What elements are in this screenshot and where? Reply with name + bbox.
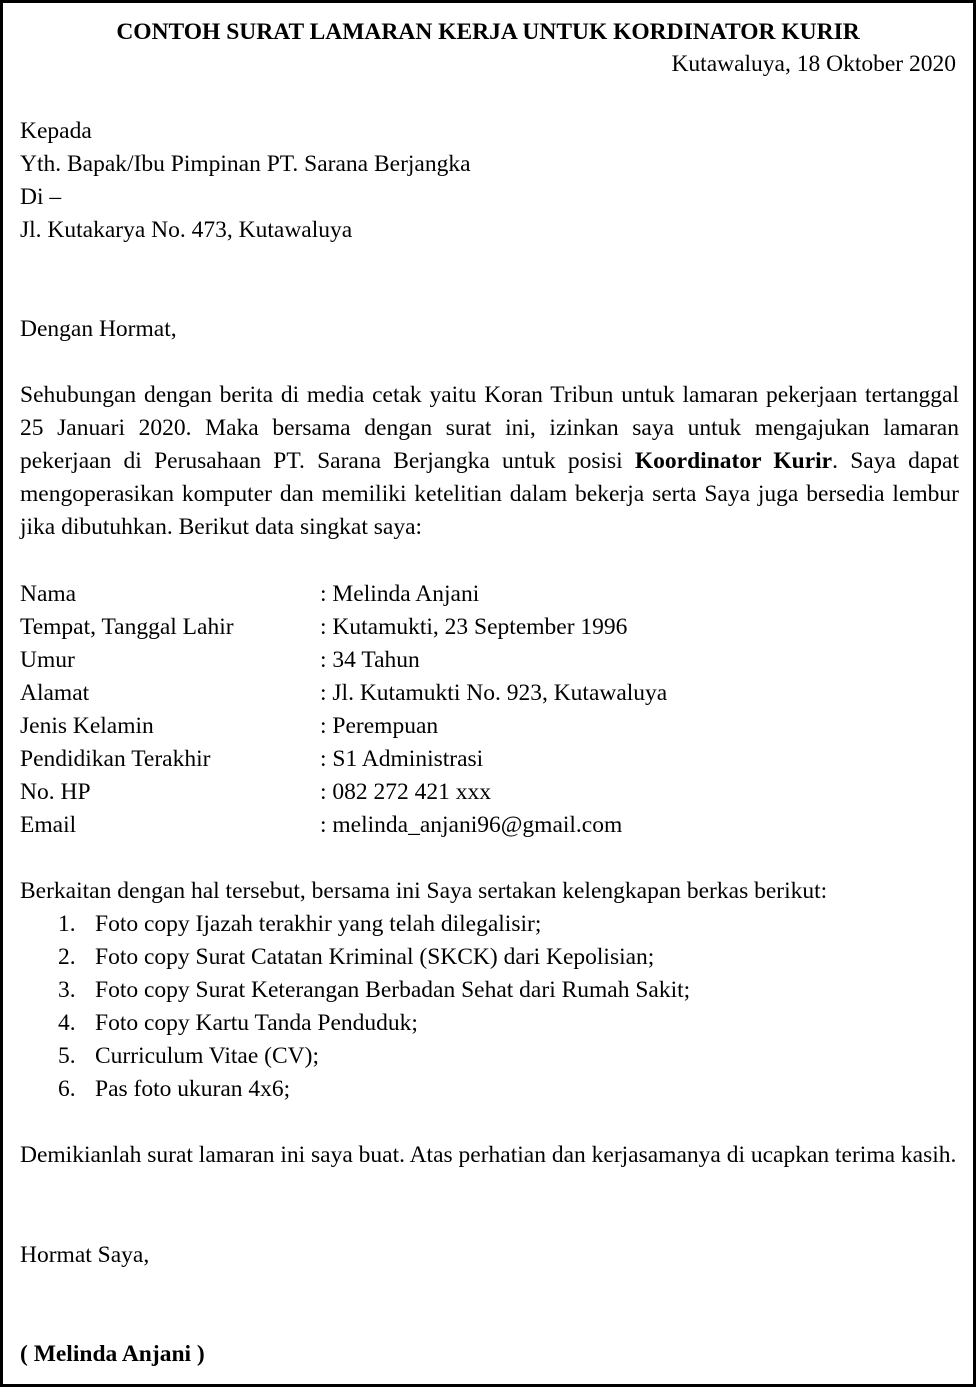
greeting: Dengan Hormat, (20, 316, 177, 342)
data-label: No. HP (20, 779, 91, 805)
list-number: 2. (58, 944, 76, 970)
data-label: Jenis Kelamin (20, 713, 154, 739)
data-value: : S1 Administrasi (320, 746, 484, 772)
sign-off: Hormat Saya, (20, 1242, 150, 1268)
data-value: : Melinda Anjani (320, 581, 480, 607)
list-item (20, 974, 959, 1007)
list-number: 6. (58, 1076, 76, 1102)
data-value: : 082 272 421 xxx (320, 779, 492, 805)
data-value: : Jl. Kutamukti No. 923, Kutawaluya (320, 680, 668, 706)
recipient-line-2: Yth. Bapak/Ibu Pimpinan PT. Sarana Berjangka (20, 151, 471, 177)
data-row (20, 809, 959, 842)
data-label: Nama (20, 581, 77, 607)
list-text: Foto copy Surat Catatan Kriminal (SKCK) dari Kepolisian; (95, 944, 655, 970)
recipient-address: Jl. Kutakarya No. 473, Kutawaluya (20, 217, 353, 243)
list-item (20, 908, 959, 941)
data-label: Pendidikan Terakhir (20, 746, 211, 772)
list-text: Foto copy Kartu Tanda Penduduk; (95, 1010, 418, 1036)
attachments-intro: Berkaitan dengan hal tersebut, bersama ini Saya sertakan kelengkapan berkas berikut: (20, 878, 828, 904)
data-value: : 34 Tahun (320, 647, 420, 673)
list-text: Curriculum Vitae (CV); (95, 1043, 319, 1069)
data-row (20, 578, 959, 611)
letter-date: Kutawaluya, 18 Oktober 2020 (671, 51, 956, 77)
list-item (20, 1073, 959, 1106)
intro-paragraph (20, 379, 959, 544)
intro-text-start: Sehubungan dengan berita di media cetak yaitu Koran Tribun untuk lamaran pekerjaan tertanggal 25 Januari 2020. Maka bersama dengan surat ini, izinkan saya untuk mengajukan lamaran pekerjaan di Perusahaan PT. Sarana Berjangka untuk posisi (20, 382, 959, 474)
data-row (20, 677, 959, 710)
list-number: 1. (58, 911, 76, 937)
list-text: Foto copy Surat Keterangan Berbadan Sehat dari Rumah Sakit; (95, 977, 691, 1003)
closing-paragraph: Demikianlah surat lamaran ini saya buat. Atas perhatian dan kerjasamanya di ucapkan terima kasih. (20, 1142, 957, 1168)
recipient-line-3: Di – (20, 184, 62, 210)
list-item (20, 1040, 959, 1073)
list-text: Pas foto ukuran 4x6; (95, 1076, 291, 1102)
data-row (20, 743, 959, 776)
data-row (20, 710, 959, 743)
data-value: : Kutamukti, 23 September 1996 (320, 614, 628, 640)
data-label: Umur (20, 647, 75, 673)
signature-name: ( Melinda Anjani ) (20, 1341, 205, 1367)
data-row (20, 644, 959, 677)
data-label: Email (20, 812, 77, 838)
data-row (20, 776, 959, 809)
list-number: 3. (58, 977, 76, 1003)
data-label: Tempat, Tanggal Lahir (20, 614, 234, 640)
data-value: : Perempuan (320, 713, 439, 739)
intro-text-end: . Saya dapat mengoperasikan komputer dan memiliki ketelitian dalam bekerja serta Saya juga bersedia lembur jika dibutuhkan. Berikut data singkat saya: (20, 448, 959, 540)
list-text: Foto copy Ijazah terakhir yang telah dilegalisir; (95, 911, 542, 937)
list-item (20, 1007, 959, 1040)
list-item (20, 941, 959, 974)
data-row (20, 611, 959, 644)
list-number: 5. (58, 1043, 76, 1069)
data-value: : melinda_anjani96@gmail.com (320, 812, 623, 838)
letter-title: CONTOH SURAT LAMARAN KERJA UNTUK KORDINATOR KURIR (116, 19, 860, 45)
list-number: 4. (58, 1010, 76, 1036)
position-name: Koordinator Kurir (634, 448, 833, 474)
recipient-line-1: Kepada (20, 118, 92, 144)
data-label: Alamat (20, 680, 90, 706)
